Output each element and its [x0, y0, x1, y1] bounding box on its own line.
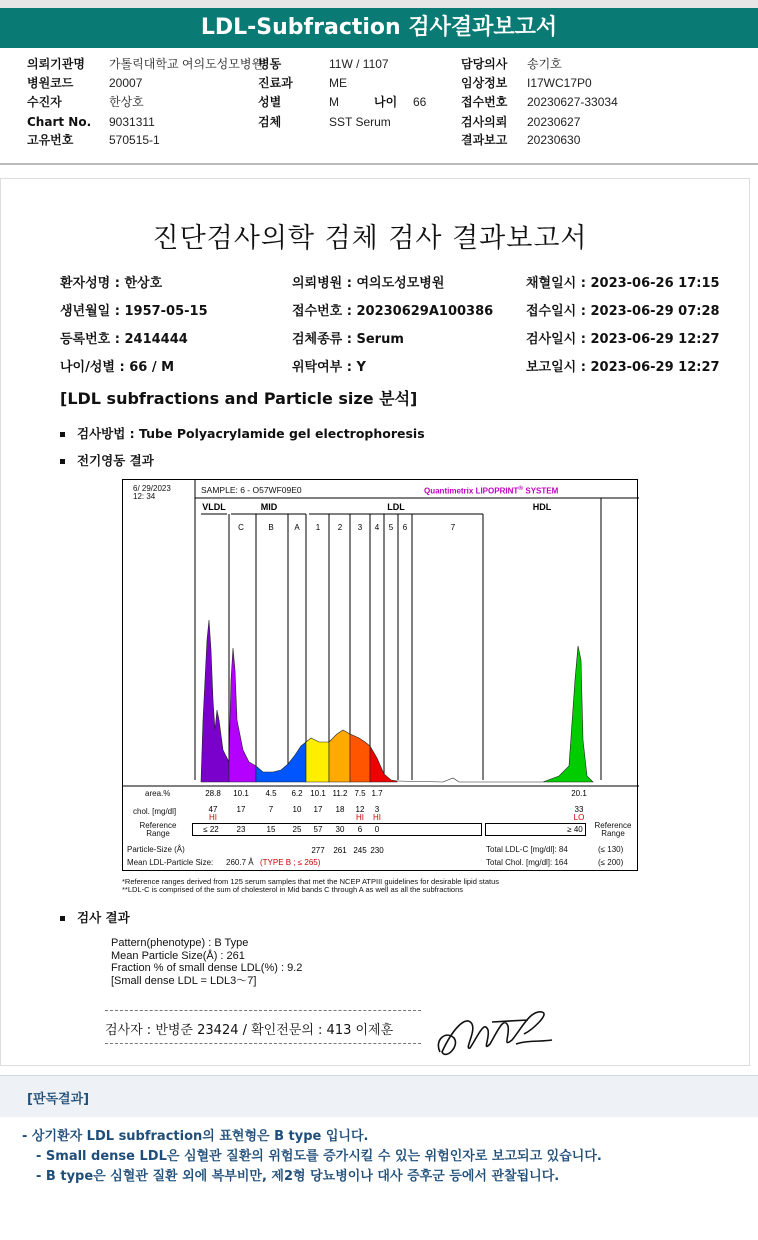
label-specimen: 검체: [258, 115, 282, 129]
chart-svg: [123, 480, 639, 872]
signature-text: 검사자 : 반병준 23424 / 확인전문의 : 413 이제훈: [105, 1023, 394, 1038]
area-value-3: 6.2: [291, 789, 303, 798]
result-sd-ldl: [Small dense LDL = LDL3～7]: [111, 974, 257, 987]
flag-0: HI: [209, 813, 217, 822]
chart-time: 12: 34: [133, 492, 156, 501]
info-name: 환자성명 : 한상호: [60, 276, 163, 291]
row-label-chol: chol. [mg/dl]: [133, 807, 177, 816]
ref-box-left: [192, 823, 482, 836]
info-reg-no: 등록번호 : 2414444: [60, 332, 188, 347]
group-label-ldl: LDL: [387, 502, 405, 512]
judgement-title: [판독결과]: [27, 1092, 90, 1107]
ref-value-0: ≤ 22: [203, 825, 219, 834]
particle-size-1: 261: [333, 846, 347, 855]
mean-size: 260.7 Å: [226, 858, 254, 867]
chol-value-5: 18: [335, 805, 345, 814]
result-block: [111, 937, 302, 987]
chol-value-0: 47: [208, 805, 218, 814]
label-chart: Chart No.: [27, 115, 92, 129]
particle-size-3: 230: [370, 846, 384, 855]
label-doctor: 담당의사: [461, 57, 508, 71]
judgement-line-3: - B type은 심혈관 질환 외에 복부비만, 제2형 당뇨병이나 대사 증후군 등에서 관찰됩니다.: [36, 1169, 560, 1184]
value-age: 66: [413, 95, 427, 109]
judgement-header: [0, 1075, 758, 1117]
chol-value-3: 10: [292, 805, 302, 814]
signature-line-bottom: [105, 1043, 421, 1044]
area-value-0: 28.8: [205, 789, 221, 798]
value-unique: 570515-1: [109, 133, 160, 147]
info-age-sex: 나이/성별 : 66 / M: [60, 360, 175, 375]
value-ward: 11W / 1107: [329, 57, 389, 71]
ref-value-6: 6: [357, 825, 363, 834]
band-label-6: 6: [402, 523, 408, 532]
value-receipt: 20230627-33034: [527, 95, 618, 109]
band-label-a: A: [294, 523, 300, 532]
total-ldlc: Total LDL-C [mg/dl]: 84: [486, 845, 568, 854]
label-requester: 의뢰기관명: [27, 57, 85, 71]
info-receipt-no: 접수번호 : 20230629A100386: [292, 304, 494, 319]
row-label-ps: Particle-Size (Å): [127, 845, 185, 854]
info-outsourced: 위탁여부 : Y: [292, 360, 366, 375]
electro-bullet: 전기영동 결과: [60, 451, 154, 469]
band-label-1: 1: [315, 523, 321, 532]
value-sex: M: [329, 95, 339, 109]
value-dept: ME: [329, 76, 347, 90]
info-collect-time: 채혈일시 : 2023-06-26 17:15: [526, 276, 720, 291]
value-hospcode: 20007: [109, 76, 143, 90]
trace-segment-1: [229, 648, 256, 782]
footnote-2: **LDL-C is comprised of the sum of cholesterol in Mid bands C through A as well as all the subfractions: [122, 885, 464, 894]
area-value-1: 10.1: [233, 789, 249, 798]
area-value-4: 10.1: [310, 789, 326, 798]
ref-label-right: Reference Range: [594, 821, 632, 838]
lipoprint-chart: [122, 479, 638, 871]
area-value-6: 7.5: [354, 789, 366, 798]
band-label-7: 7: [450, 523, 456, 532]
chol-value-1: 17: [236, 805, 246, 814]
chol-value-8: 33: [574, 805, 584, 814]
value-patient: 한상호: [109, 95, 144, 109]
trace-segment-2: [256, 742, 306, 782]
info-report-time: 보고일시 : 2023-06-29 12:27: [526, 360, 720, 375]
ref-value-5: 30: [335, 825, 345, 834]
signature-line-top: [105, 1010, 421, 1011]
row-label-area: area.%: [145, 789, 171, 798]
ref-value-1: 23: [236, 825, 246, 834]
label-hospcode: 병원코드: [27, 76, 74, 90]
trace-segment-7: [543, 646, 593, 782]
band-label-2: 2: [337, 523, 343, 532]
ref-value-3: 25: [292, 825, 302, 834]
info-receipt-time: 접수일시 : 2023-06-29 07:28: [526, 304, 720, 319]
section-heading: [LDL subfractions and Particle size 분석]: [60, 389, 418, 408]
total-chol: Total Chol. [mg/dl]: 164: [486, 858, 568, 867]
value-clinical: I17WC17P0: [527, 76, 592, 90]
info-birth: 생년월일 : 1957-05-15: [60, 304, 208, 319]
result-bullet: 검사 결과: [60, 908, 130, 926]
area-value-7: 1.7: [371, 789, 383, 798]
judgement-line-2: - Small dense LDL은 심혈관 질환의 위험도를 증가시킬 수 있는 위험인자로 보고되고 있습니다.: [36, 1149, 602, 1164]
particle-size-2: 245: [353, 846, 367, 855]
chart-system-mark: ®: [518, 485, 524, 492]
signature-image: [432, 1000, 562, 1066]
type-note: (TYPE B ; ≤ 265): [260, 858, 321, 867]
label-unique: 고유번호: [27, 133, 74, 147]
group-label-hdl: HDL: [532, 502, 552, 512]
judgement-line-1: - 상기환자 LDL subfraction의 표현형은 B type 입니다.: [22, 1129, 369, 1144]
row-label-ref: Reference Range: [139, 821, 177, 838]
result-mean-size: Mean Particle Size(Å) : 261: [111, 949, 245, 962]
label-ward: 병동: [258, 57, 282, 71]
info-test-time: 검사일시 : 2023-06-29 12:27: [526, 332, 720, 347]
flag-8: LO: [573, 813, 585, 822]
chol-value-6: 12: [355, 805, 365, 814]
result-fraction: Fraction % of small dense LDL(%) : 9.2: [111, 962, 303, 974]
chol-value-2: 7: [268, 805, 274, 814]
label-dept: 진료과: [258, 76, 293, 90]
chol-value-4: 17: [313, 805, 323, 814]
trace-segment-3: [306, 738, 329, 782]
area-value-5: 11.2: [332, 789, 348, 798]
report-title: LDL-Subfraction 검사결과보고서: [0, 8, 758, 48]
chart-system-name: Quantimetrix LIPOPRINT: [424, 486, 519, 496]
chol-value-7: 3: [374, 805, 380, 814]
label-patient: 수진자: [27, 95, 62, 109]
flag-7: HI: [373, 813, 381, 822]
result-pattern: Pattern(phenotype) : B Type: [111, 937, 249, 949]
flag-6: HI: [356, 813, 364, 822]
header-divider: [0, 163, 758, 165]
label-result-report: 결과보고: [461, 133, 508, 147]
group-label-mid: MID: [260, 502, 278, 512]
trace-segment-5: [350, 734, 370, 782]
band-label-b: B: [268, 523, 274, 532]
chart-date: 6/ 29/2023: [133, 484, 171, 493]
value-result-report: 20230630: [527, 133, 581, 147]
method-bullet: 검사방법 : Tube Polyacrylamide gel electrophoresis: [60, 424, 425, 442]
trace-segment-0: [201, 620, 229, 782]
paper-title: 진단검사의학 검체 검사 결과보고서: [152, 223, 588, 254]
value-doctor: 송기호: [527, 57, 562, 71]
footnote-1: *Reference ranges derived from 125 serum samples that met the NCEP ATPIII guidelines for desirable lipid status: [122, 877, 499, 886]
total-chol-ref: (≤ 200): [598, 858, 624, 867]
row-label-mlps: Mean LDL-Particle Size:: [127, 858, 214, 867]
group-label-vldl: VLDL: [202, 502, 226, 512]
value-requester: 가톨릭대학교 여의도성모병원: [109, 57, 264, 71]
trace-baseline: [397, 778, 543, 782]
ref-value-7: 0: [374, 825, 380, 834]
value-specimen: SST Serum: [329, 115, 391, 129]
total-ldlc-ref: (≤ 130): [598, 845, 624, 854]
label-age: 나이: [374, 95, 398, 109]
label-clinical: 임상정보: [461, 76, 508, 90]
info-hospital: 의뢰병원 : 여의도성모병원: [292, 276, 445, 291]
value-test-request: 20230627: [527, 115, 581, 129]
band-label-4: 4: [374, 523, 380, 532]
ref-value-4: 57: [313, 825, 323, 834]
chart-sample: SAMPLE: 6 - O57WF09E0: [201, 485, 302, 495]
particle-size-0: 277: [311, 846, 325, 855]
chart-system-suffix: SYSTEM: [523, 486, 559, 496]
band-label-3: 3: [357, 523, 363, 532]
label-test-request: 검사의뢰: [461, 115, 508, 129]
label-sex: 성별: [258, 95, 282, 109]
area-value-2: 4.5: [265, 789, 277, 798]
value-chart: 9031311: [109, 115, 155, 129]
trace-segment-4: [329, 730, 350, 782]
ref-box-right: [485, 823, 586, 836]
ref-value-8: ≥ 40: [567, 825, 583, 834]
band-label-c: C: [238, 523, 244, 532]
ref-value-2: 15: [266, 825, 276, 834]
info-specimen-type: 검체종류 : Serum: [292, 332, 404, 347]
band-label-5: 5: [388, 523, 394, 532]
label-receipt: 접수번호: [461, 95, 508, 109]
area-value-8: 20.1: [571, 789, 587, 798]
